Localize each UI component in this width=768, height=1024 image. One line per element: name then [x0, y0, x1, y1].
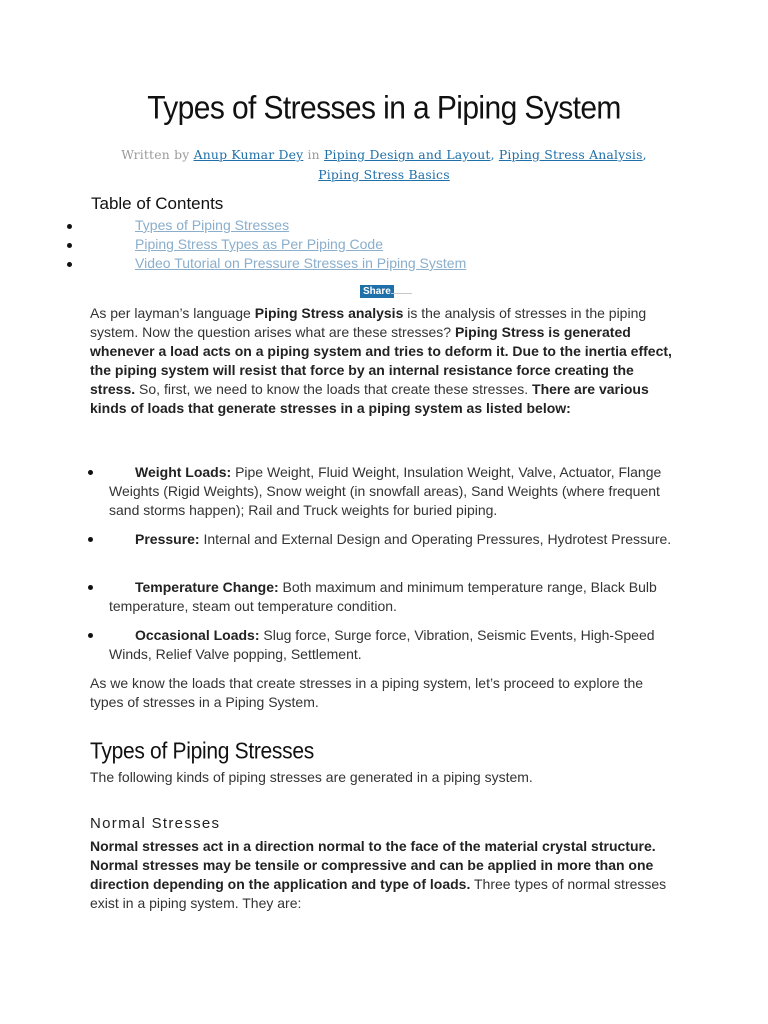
bullet-icon [67, 262, 72, 267]
toc-link-video-tutorial[interactable]: Video Tutorial on Pressure Stresses in Piping System [135, 255, 467, 271]
normal-stresses-bold: Normal stresses act in a direction normal to the face of the material crystal structure. Normal stresses may be tensile or compressive and can be applied in more than one direction depending on the application and type of loads. [90, 838, 656, 892]
bullet-icon [67, 224, 72, 229]
load-label: Temperature Change: [135, 579, 279, 595]
intro-paragraph [90, 304, 680, 418]
intro-text: As per layman’s language [90, 305, 255, 321]
section-intro: The following kinds of piping stresses are generated in a piping system. [90, 769, 533, 785]
bullet-icon [88, 633, 93, 638]
page-title: Types of Stresses in a Piping System [147, 90, 621, 127]
load-description: Slug force, Surge force, Vibration, Seismic Events, High-Speed Winds, Relief Valve popping, Settlement. [109, 627, 655, 662]
load-item-text [109, 463, 679, 520]
intro-bold: Piping Stress is generated whenever a load acts on a piping system and tries to deform it. Due to the inertia effect, the piping system will resist that force by an internal resistance force creating the stress. [90, 324, 672, 397]
load-description: Both maximum and minimum temperature range, Black Bulb temperature, steam out temperature condition. [109, 579, 657, 614]
toc-title: Table of Contents [91, 194, 224, 213]
toc-link-stress-types-per-code[interactable]: Piping Stress Types as Per Piping Code [135, 236, 383, 252]
table-of-contents [0, 216, 768, 273]
intro-text: So, first, we need to know the loads that create these stresses. [135, 381, 533, 397]
category-link-design-layout[interactable]: Piping Design and Layout [324, 147, 491, 162]
normal-stresses-text: Three types of normal stresses exist in a piping system. They are: [90, 876, 667, 911]
load-item-text [109, 530, 679, 549]
bullet-icon [88, 470, 93, 475]
author-link[interactable]: Anup Kumar Dey [193, 147, 304, 162]
subsection-heading: Normal Stresses [90, 815, 221, 832]
intro-text: is the analysis of stresses in the piping system. Now the question arises what are these stresses? [90, 305, 647, 340]
load-item-text [109, 626, 679, 664]
section-heading: Types of Piping Stresses [90, 739, 314, 764]
share-divider [391, 293, 412, 294]
byline [100, 145, 668, 185]
bullet-icon [88, 585, 93, 590]
load-description: Internal and External Design and Operating Pressures, Hydrotest Pressure. [199, 531, 672, 547]
intro-bold: Piping Stress analysis [254, 305, 404, 321]
byline-written-by: Written by [121, 147, 190, 162]
toc-item [0, 216, 768, 235]
bullet-icon [67, 243, 72, 248]
proceed-paragraph: As we know the loads that create stresses in a piping system, let’s proceed to explore the types of stresses in a Piping System. [90, 675, 644, 710]
byline-separator: , [642, 147, 647, 162]
byline-separator: , [490, 147, 495, 162]
toc-link-types-of-piping-stresses[interactable]: Types of Piping Stresses [135, 217, 290, 233]
normal-stresses-paragraph [90, 837, 680, 913]
share-button[interactable]: Share [360, 285, 394, 298]
load-label: Weight Loads: [135, 464, 232, 480]
toc-item [0, 254, 768, 273]
category-link-stress-analysis[interactable]: Piping Stress Analysis [498, 147, 643, 162]
intro-bold: There are various kinds of loads that generate stresses in a piping system as listed below: [90, 381, 649, 416]
category-link-stress-basics[interactable]: Piping Stress Basics [318, 167, 450, 182]
load-item-text [109, 578, 679, 616]
byline-in: in [307, 147, 320, 162]
load-description: Pipe Weight, Fluid Weight, Insulation Weight, Valve, Actuator, Flange Weights (Rigid Weights), Snow weight (in snowfall areas), Sand Weights (where frequent sand storms happen); Rail and Truck weights for buried piping. [109, 464, 662, 518]
load-label: Pressure: [135, 531, 200, 547]
toc-item [0, 235, 768, 254]
load-label: Occasional Loads: [135, 627, 260, 643]
bullet-icon [88, 537, 93, 542]
